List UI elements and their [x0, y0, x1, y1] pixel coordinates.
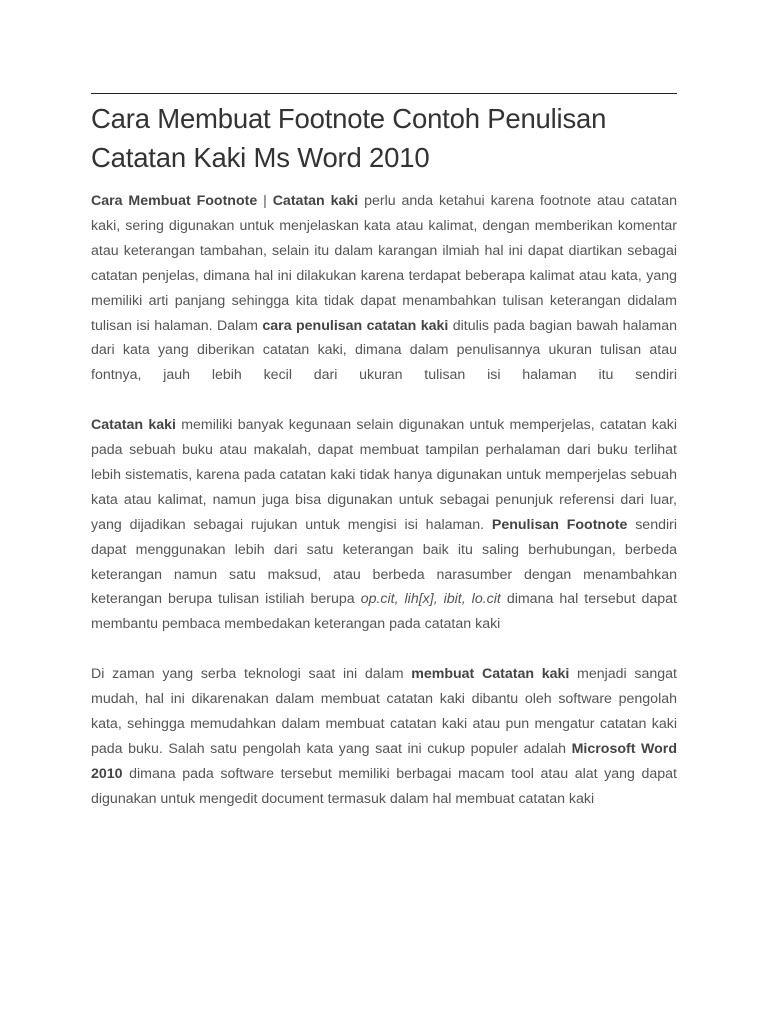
italic-phrase: op.cit, lih[x], ibit, lo.cit [360, 591, 501, 608]
paragraph-text: memiliki banyak kegunaan selain digunakan untuk memperjelas, catatan kaki pada sebuah buku atau makalah, dapat membuat tampilan perhalaman dari buku terlihat lebih sistematis, karena pada catatan kaki tidak hanya digunakan untuk memperjelas sebuah kata atau kalimat, namun juga bisa digunakan untuk sebagai penunjuk referensi dari luar, yang dijadikan sebagai rujukan untuk mengisi isi halaman. [91, 417, 677, 533]
article-paragraph [91, 662, 677, 811]
bold-phrase: Penulisan Footnote [491, 516, 628, 533]
bold-phrase: Catatan kaki [272, 193, 359, 209]
bold-phrase: Microsoft Word 2010 [91, 740, 677, 782]
article-title: Cara Membuat Footnote Contoh Penulisan Catatan Kaki Ms Word 2010 [91, 103, 607, 173]
bold-phrase: membuat Catatan kaki [411, 666, 570, 683]
paragraph-text: menjadi sangat mudah, hal ini dikarenakan dalam membuat catatan kaki dibantu oleh software pengolah kata, sehingga memudahkan dalam membuat catatan kaki atau pun mengatur catatan kaki pada buku. Salah satu pengolah kata yang saat ini cukup populer adalah [91, 666, 677, 757]
article-paragraph [91, 413, 677, 637]
paragraph-text: Di zaman yang serba teknologi saat ini dalam [91, 666, 412, 683]
bold-phrase: cara penulisan catatan kaki [262, 317, 449, 334]
bold-phrase: Catatan kaki [91, 417, 176, 434]
paragraph-text: dimana pada software tersebut memiliki berbagai macam tool atau alat yang dapat digunakan untuk mengedit document termasuk dalam hal membuat catatan kaki [91, 765, 677, 807]
document-page [91, 93, 677, 837]
paragraph-text: dimana hal tersebut dapat membantu pembaca membedakan keterangan pada catatan kaki [91, 591, 677, 633]
article-paragraph [91, 189, 677, 388]
paragraph-text: sendiri dapat menggunakan lebih dari satu keterangan baik itu saling berhubungan, berbeda keterangan namun satu maksud, atau berbeda narasumber dengan menambahkan keterangan berupa tulisan istiliah berupa [91, 516, 677, 608]
bold-phrase: Cara Membuat Footnote [91, 193, 258, 209]
paragraph-text: ditulis pada bagian bawah halaman dari kata yang diberikan catatan kaki, dimana dalam penulisannya ukuran tulisan atau fontnya, jauh lebih kecil dari ukuran tulisan isi halaman itu sendiri [91, 317, 677, 384]
title-divider [91, 93, 677, 94]
paragraph-text: | [257, 193, 273, 209]
paragraph-text: perlu anda ketahui karena footnote atau catatan kaki, sering digunakan untuk menjelaskan kata atau kalimat, dengan memberikan komentar atau keterangan tambahan, selain itu dalam karangan ilmiah hal ini dapat diartikan sebagai catatan penjelas, dimana hal ini dilakukan karena terdapat beberapa kalimat atau kata, yang memiliki arti panjang sehingga kita tidak dapat menambahkan tulisan keterangan didalam tulisan isi halaman. Dalam [91, 193, 678, 334]
